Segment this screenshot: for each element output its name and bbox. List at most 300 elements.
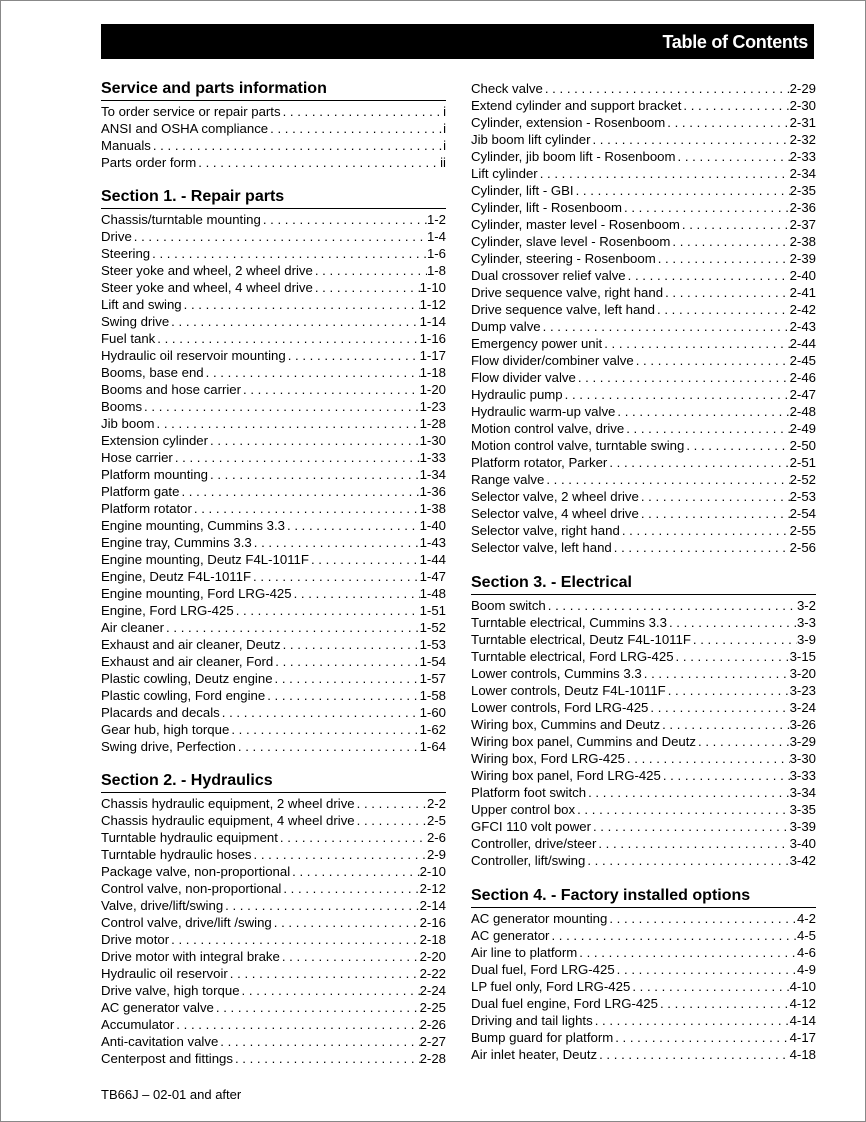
toc-entry[interactable] <box>471 539 816 556</box>
dot-leader <box>622 199 790 216</box>
toc-entry-page: 1-52 <box>419 620 446 635</box>
section-heading: Section 1. - Repair parts <box>101 188 446 209</box>
toc-entry-label: Platform foot switch <box>471 785 587 800</box>
dot-leader <box>663 284 790 301</box>
toc-entry-label: Drive motor with integral brake <box>101 949 280 964</box>
dot-leader <box>544 471 789 488</box>
toc-entry-page: 3-26 <box>789 717 816 732</box>
section-heading: Section 3. - Electrical <box>471 574 816 595</box>
toc-entry-page: 1-44 <box>419 552 446 567</box>
toc-entry-page: 2-51 <box>789 455 816 470</box>
toc-entry[interactable] <box>471 835 816 852</box>
dot-leader <box>281 880 419 897</box>
dot-leader <box>151 137 443 154</box>
toc-entry-page: 2-9 <box>426 847 446 862</box>
dot-leader <box>696 733 790 750</box>
toc-entry-page: 1-53 <box>419 637 446 652</box>
toc-entry-label: Extend cylinder and support bracket <box>471 98 682 113</box>
dot-leader <box>196 154 440 171</box>
toc-entry-page: 1-58 <box>419 688 446 703</box>
dot-leader <box>658 995 790 1012</box>
toc-entry-label: Boom switch <box>471 598 546 613</box>
toc-entry-page: 2-44 <box>789 336 816 351</box>
toc-entry-page: 1-57 <box>419 671 446 686</box>
toc-entry-page: 3-15 <box>789 649 816 664</box>
toc-entry[interactable] <box>101 1016 446 1033</box>
toc-entry-page: 1-14 <box>419 314 446 329</box>
dot-leader <box>660 716 790 733</box>
dot-leader <box>182 296 420 313</box>
toc-entry-label: Plastic cowling, Ford engine <box>101 688 266 703</box>
toc-entry-label: Steer yoke and wheel, 2 wheel drive <box>101 263 313 278</box>
toc-entry-label: Cylinder, lift - GBI <box>471 183 574 198</box>
toc-entry-label: Valve, drive/lift/swing <box>101 898 224 913</box>
toc-entry-label: Drive sequence valve, right hand <box>471 285 664 300</box>
dot-leader <box>192 500 420 517</box>
toc-entry-page: 3-35 <box>789 802 816 817</box>
toc-entry-page: 2-30 <box>789 98 816 113</box>
dot-leader <box>292 585 420 602</box>
toc-entry-label: To order service or repair parts <box>101 104 281 119</box>
dot-leader <box>585 852 789 869</box>
toc-entry[interactable] <box>101 880 446 897</box>
dot-leader <box>577 944 797 961</box>
toc-entry[interactable] <box>471 978 816 995</box>
toc-entry-label: Cylinder, jib boom lift - Rosenboom <box>471 149 676 164</box>
dot-leader <box>150 245 427 262</box>
dot-leader <box>261 211 427 228</box>
dot-leader <box>624 420 789 437</box>
toc-entry[interactable] <box>471 767 816 784</box>
dot-leader <box>630 978 789 995</box>
toc-entry-label: Hose carrier <box>101 450 173 465</box>
toc-entry[interactable] <box>471 1029 816 1046</box>
toc-entry[interactable] <box>471 750 816 767</box>
toc-entry-page: 1-6 <box>426 246 446 261</box>
toc-entry[interactable] <box>471 233 816 250</box>
toc-entry[interactable] <box>101 228 446 245</box>
toc-entry-page: 1-2 <box>426 212 446 227</box>
dot-leader <box>132 228 427 245</box>
toc-entry[interactable] <box>101 137 446 154</box>
toc-entry-label: Selector valve, 2 wheel drive <box>471 489 639 504</box>
dot-leader <box>240 982 420 999</box>
toc-entry-label: Platform rotator, Parker <box>471 455 608 470</box>
dot-leader <box>661 767 790 784</box>
toc-entry[interactable] <box>471 927 816 944</box>
toc-entry-label: Controller, lift/swing <box>471 853 586 868</box>
toc-entry-label: Flow divider valve <box>471 370 576 385</box>
toc-entry-page: 3-2 <box>796 598 816 613</box>
dot-leader <box>355 812 427 829</box>
toc-entry[interactable] <box>101 721 446 738</box>
toc-entry-page: 2-48 <box>789 404 816 419</box>
dot-leader <box>234 602 420 619</box>
toc-entry-label: Placards and decals <box>101 705 220 720</box>
toc-entry-label: Driving and tail lights <box>471 1013 593 1028</box>
toc-entry-label: Control valve, drive/lift /swing <box>101 915 272 930</box>
dot-leader <box>684 437 789 454</box>
toc-entry[interactable] <box>471 818 816 835</box>
dot-leader <box>278 829 427 846</box>
toc-entry[interactable] <box>101 364 446 381</box>
toc-entry-page: 4-6 <box>796 945 816 960</box>
toc-entry[interactable] <box>471 335 816 352</box>
toc-entry[interactable] <box>471 199 816 216</box>
toc-entry-page: 2-6 <box>426 830 446 845</box>
toc-entry[interactable] <box>471 454 816 471</box>
toc-entry[interactable] <box>471 733 816 750</box>
toc-entry[interactable] <box>101 914 446 931</box>
toc-entry[interactable] <box>101 466 446 483</box>
dot-leader <box>286 347 420 364</box>
toc-entry-page: 4-5 <box>796 928 816 943</box>
toc-entry[interactable] <box>471 852 816 869</box>
toc-entry[interactable] <box>471 148 816 165</box>
toc-entry-label: Motion control valve, turntable swing <box>471 438 685 453</box>
dot-leader <box>626 267 790 284</box>
toc-entry-label: Lower controls, Cummins 3.3 <box>471 666 642 681</box>
dot-leader <box>563 386 790 403</box>
toc-entry-page: 2-54 <box>789 506 816 521</box>
toc-entry-label: Parts order form <box>101 155 197 170</box>
toc-entry[interactable] <box>471 284 816 301</box>
dot-leader <box>665 114 789 131</box>
toc-entry-label: Check valve <box>471 81 543 96</box>
toc-entry-label: Hydraulic oil reservoir mounting <box>101 348 286 363</box>
toc-entry-page: 2-42 <box>789 302 816 317</box>
toc-entry[interactable] <box>471 631 816 648</box>
toc-entry-label: Platform rotator <box>101 501 192 516</box>
toc-entry[interactable] <box>471 352 816 369</box>
toc-entry[interactable] <box>471 910 816 927</box>
toc-entry[interactable] <box>101 931 446 948</box>
dot-leader <box>251 568 420 585</box>
toc-entry-page: 2-2 <box>426 796 446 811</box>
toc-entry-page: 2-52 <box>789 472 816 487</box>
toc-entry[interactable] <box>101 965 446 982</box>
toc-entry[interactable] <box>101 398 446 415</box>
dot-leader <box>674 648 790 665</box>
toc-entry[interactable] <box>101 568 446 585</box>
toc-entry-page: 2-27 <box>419 1034 446 1049</box>
dot-leader <box>252 846 427 863</box>
toc-entry[interactable] <box>101 534 446 551</box>
toc-entry[interactable] <box>471 716 816 733</box>
toc-entry-page: i <box>443 104 446 119</box>
toc-entry-page: 2-39 <box>789 251 816 266</box>
toc-entry-label: Cylinder, steering - Rosenboom <box>471 251 656 266</box>
toc-entry-page: 1-40 <box>419 518 446 533</box>
toc-entry-page: 3-30 <box>789 751 816 766</box>
dot-leader <box>656 250 790 267</box>
toc-entry-page: 3-40 <box>789 836 816 851</box>
toc-entry-page: 4-12 <box>789 996 816 1011</box>
toc-entry[interactable] <box>101 517 446 534</box>
toc-entry-page: 3-34 <box>789 785 816 800</box>
toc-entry-page: 2-43 <box>789 319 816 334</box>
toc-entry-page: 1-16 <box>419 331 446 346</box>
dot-leader <box>174 1016 419 1033</box>
toc-entry[interactable] <box>101 982 446 999</box>
toc-entry[interactable] <box>101 897 446 914</box>
toc-entry[interactable] <box>101 829 446 846</box>
toc-entry-label: Controller, drive/steer <box>471 836 597 851</box>
toc-entry[interactable] <box>471 114 816 131</box>
toc-entry-page: 2-50 <box>789 438 816 453</box>
toc-entry[interactable] <box>471 505 816 522</box>
toc-entry-label: Turntable electrical, Ford LRG-425 <box>471 649 674 664</box>
toc-entry-page: 2-26 <box>419 1017 446 1032</box>
toc-entry-label: Motion control valve, drive <box>471 421 625 436</box>
dot-leader <box>576 369 790 386</box>
dot-leader <box>625 750 790 767</box>
toc-entry-page: 1-60 <box>419 705 446 720</box>
toc-entry[interactable] <box>471 597 816 614</box>
toc-entry-page: 4-10 <box>789 979 816 994</box>
toc-entry[interactable] <box>471 614 816 631</box>
dot-leader <box>593 1012 790 1029</box>
toc-entry-label: Air inlet heater, Deutz <box>471 1047 598 1062</box>
toc-entry[interactable] <box>101 619 446 636</box>
toc-entry[interactable] <box>471 420 816 437</box>
toc-entry[interactable] <box>101 846 446 863</box>
toc-entry-label: Dual fuel, Ford LRG-425 <box>471 962 615 977</box>
toc-entry-page: 2-45 <box>789 353 816 368</box>
toc-entry-page: 1-34 <box>419 467 446 482</box>
toc-entry-page: 1-38 <box>419 501 446 516</box>
toc-entry[interactable] <box>101 500 446 517</box>
toc-entry[interactable] <box>101 1033 446 1050</box>
dot-leader <box>273 670 420 687</box>
toc-entry[interactable] <box>471 301 816 318</box>
toc-entry-label: LP fuel only, Ford LRG-425 <box>471 979 631 994</box>
toc-entry-label: Turntable hydraulic hoses <box>101 847 252 862</box>
toc-entry[interactable] <box>101 103 446 120</box>
toc-entry[interactable] <box>101 154 446 171</box>
toc-entry-page: 1-4 <box>426 229 446 244</box>
toc-entry[interactable] <box>101 449 446 466</box>
toc-entry[interactable] <box>471 250 816 267</box>
toc-entry[interactable] <box>101 347 446 364</box>
toc-entry[interactable] <box>101 262 446 279</box>
toc-entry[interactable] <box>101 795 446 812</box>
toc-entry-label: Cylinder, lift - Rosenboom <box>471 200 622 215</box>
toc-entry-label: Steering <box>101 246 151 261</box>
toc-entry-label: Engine, Ford LRG-425 <box>101 603 234 618</box>
toc-section <box>471 574 816 869</box>
toc-entry-label: Hydraulic warm-up valve <box>471 404 616 419</box>
toc-entry-label: Selector valve, 4 wheel drive <box>471 506 639 521</box>
toc-entry-label: Selector valve, left hand <box>471 540 612 555</box>
toc-entry-label: Drive motor <box>101 932 170 947</box>
footer-document-id: TB66J – 02-01 and after <box>101 1087 242 1102</box>
toc-entry[interactable] <box>101 999 446 1016</box>
toc-entry[interactable] <box>471 97 816 114</box>
toc-entry[interactable] <box>101 670 446 687</box>
toc-entry-label: Jib boom <box>101 416 155 431</box>
toc-entry-label: Engine, Deutz F4L-1011F <box>101 569 252 584</box>
toc-entry[interactable] <box>101 948 446 965</box>
toc-entry-page: 2-22 <box>419 966 446 981</box>
toc-entry-label: Booms, base end <box>101 365 204 380</box>
toc-entry-label: Swing drive, Perfection <box>101 739 236 754</box>
toc-entry[interactable] <box>471 386 816 403</box>
toc-entry-label: Range valve <box>471 472 545 487</box>
toc-left-column <box>101 80 446 1067</box>
toc-entry[interactable] <box>471 665 816 682</box>
dot-leader <box>543 80 790 97</box>
toc-entry[interactable] <box>471 216 816 233</box>
toc-entry-label: Lower controls, Ford LRG-425 <box>471 700 649 715</box>
dot-leader <box>208 432 420 449</box>
toc-entry[interactable] <box>471 182 816 199</box>
dot-leader <box>591 818 790 835</box>
toc-entry-page: 2-36 <box>789 200 816 215</box>
toc-entry-label: Dual crossover relief valve <box>471 268 626 283</box>
toc-entry-label: Engine mounting, Deutz F4L-1011F <box>101 552 309 567</box>
dot-leader <box>313 279 420 296</box>
toc-entry-page: 4-18 <box>789 1047 816 1062</box>
toc-entry[interactable] <box>471 944 816 961</box>
toc-entry[interactable] <box>471 699 816 716</box>
toc-entry[interactable] <box>101 483 446 500</box>
toc-entry[interactable] <box>101 551 446 568</box>
toc-entry[interactable] <box>101 211 446 228</box>
toc-entry[interactable] <box>101 585 446 602</box>
toc-entry-label: Drive <box>101 229 132 244</box>
toc-entry[interactable] <box>101 653 446 670</box>
dot-leader <box>546 597 797 614</box>
toc-entry[interactable] <box>101 432 446 449</box>
toc-section <box>101 80 446 171</box>
dot-leader <box>290 863 419 880</box>
toc-entry-label: Gear hub, high torque <box>101 722 230 737</box>
toc-entry[interactable] <box>101 381 446 398</box>
toc-entry-page: 2-46 <box>789 370 816 385</box>
toc-entry-label: Platform gate <box>101 484 180 499</box>
toc-entry[interactable] <box>471 318 816 335</box>
toc-entry[interactable] <box>471 961 816 978</box>
toc-entry-page: 3-24 <box>789 700 816 715</box>
dot-leader <box>164 619 420 636</box>
toc-entry-page: i <box>443 138 446 153</box>
toc-entry-page: 3-23 <box>789 683 816 698</box>
toc-entry[interactable] <box>101 313 446 330</box>
toc-entry-page: 2-35 <box>789 183 816 198</box>
toc-entry[interactable] <box>471 1012 816 1029</box>
toc-entry[interactable] <box>101 415 446 432</box>
dot-leader <box>252 534 420 551</box>
toc-entry-label: Exhaust and air cleaner, Deutz <box>101 637 281 652</box>
toc-entry-label: Engine mounting, Ford LRG-425 <box>101 586 292 601</box>
dot-leader <box>586 784 790 801</box>
toc-entry[interactable] <box>101 738 446 755</box>
toc-entry[interactable] <box>101 812 446 829</box>
toc-entry[interactable] <box>101 863 446 880</box>
toc-entry[interactable] <box>101 245 446 262</box>
toc-entry[interactable] <box>101 120 446 137</box>
toc-entry-page: 2-16 <box>419 915 446 930</box>
toc-entry[interactable] <box>101 636 446 653</box>
toc-entry[interactable] <box>471 1046 816 1063</box>
toc-entry-page: 1-43 <box>419 535 446 550</box>
toc-entry[interactable] <box>471 267 816 284</box>
title-bar <box>101 24 814 59</box>
toc-entry[interactable] <box>101 330 446 347</box>
toc-entry-page: 2-10 <box>419 864 446 879</box>
toc-entry[interactable] <box>471 784 816 801</box>
toc-entry-page: 1-17 <box>419 348 446 363</box>
dot-leader <box>233 1050 420 1067</box>
dot-leader <box>648 699 789 716</box>
toc-entry-label: Booms and hose carrier <box>101 382 242 397</box>
toc-entry[interactable] <box>471 131 816 148</box>
dot-leader <box>280 948 420 965</box>
dot-leader <box>538 165 790 182</box>
toc-entry[interactable] <box>471 682 816 699</box>
dot-leader <box>634 352 790 369</box>
dot-leader <box>179 483 419 500</box>
toc-entry-page: 1-20 <box>419 382 446 397</box>
toc-entry[interactable] <box>471 369 816 386</box>
toc-entry[interactable] <box>471 437 816 454</box>
toc-entry-page: 2-14 <box>419 898 446 913</box>
toc-entry[interactable] <box>101 296 446 313</box>
toc-entry-label: Chassis/turntable mounting <box>101 212 261 227</box>
toc-entry-page: 2-29 <box>789 81 816 96</box>
dot-leader <box>615 961 797 978</box>
toc-entry-page: ii <box>440 155 446 170</box>
dot-leader <box>220 704 420 721</box>
toc-entry-page: 4-2 <box>796 911 816 926</box>
dot-leader <box>620 522 790 539</box>
toc-entry[interactable] <box>471 801 816 818</box>
toc-entry-page: 1-10 <box>419 280 446 295</box>
dot-leader <box>596 835 789 852</box>
toc-entry-label: Lift and swing <box>101 297 182 312</box>
dot-leader <box>639 488 790 505</box>
toc-entry[interactable] <box>471 522 816 539</box>
toc-entry-label: Bump guard for platform <box>471 1030 614 1045</box>
toc-entry-page: 2-5 <box>426 813 446 828</box>
toc-entry[interactable] <box>471 648 816 665</box>
dot-leader <box>680 216 790 233</box>
toc-entry[interactable] <box>471 488 816 505</box>
toc-entry-page: 1-48 <box>419 586 446 601</box>
toc-entry[interactable] <box>471 471 816 488</box>
toc-entry-label: Upper control box <box>471 802 576 817</box>
toc-entry[interactable] <box>471 165 816 182</box>
toc-entry-page: 3-3 <box>796 615 816 630</box>
toc-entry[interactable] <box>471 995 816 1012</box>
toc-entry[interactable] <box>101 279 446 296</box>
toc-entry-label: Lower controls, Deutz F4L-1011F <box>471 683 666 698</box>
toc-entry-page: 1-28 <box>419 416 446 431</box>
toc-entry[interactable] <box>101 1050 446 1067</box>
toc-entry[interactable] <box>101 687 446 704</box>
toc-entry[interactable] <box>471 80 816 97</box>
toc-entry-page: 3-33 <box>789 768 816 783</box>
toc-entry[interactable] <box>101 602 446 619</box>
toc-entry-page: 3-39 <box>789 819 816 834</box>
dot-leader <box>676 148 790 165</box>
toc-entry-label: Emergency power unit <box>471 336 603 351</box>
dot-leader <box>575 801 790 818</box>
toc-entry[interactable] <box>101 704 446 721</box>
toc-entry-page: 4-9 <box>796 962 816 977</box>
toc-entry[interactable] <box>471 403 816 420</box>
